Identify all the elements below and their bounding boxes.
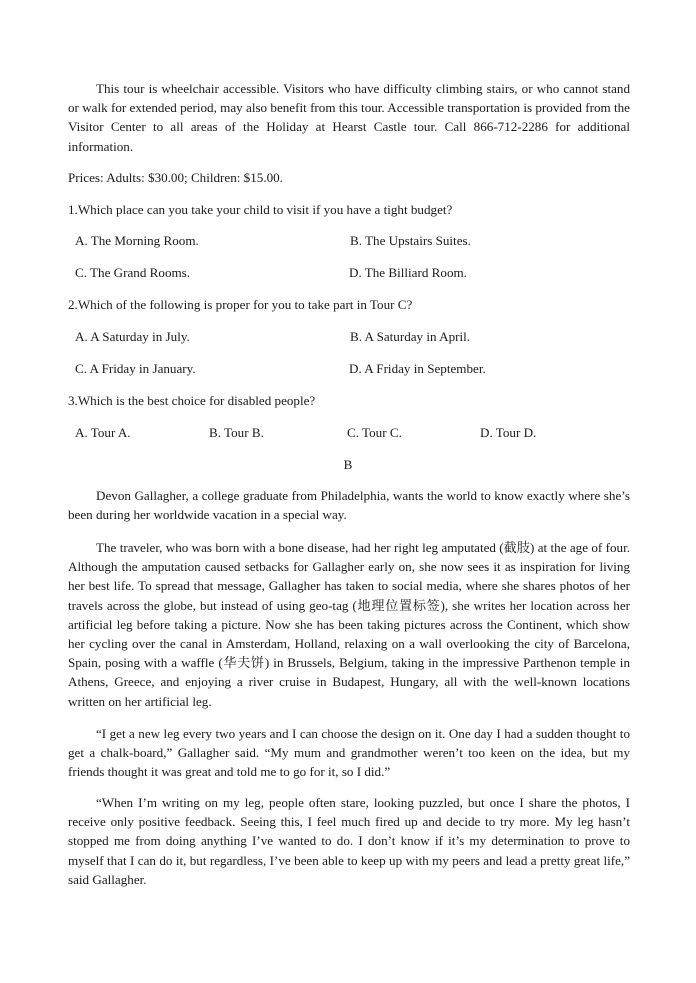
section-label: B: [343, 457, 353, 472]
question-3-option-a: A. Tour A.: [75, 425, 131, 440]
question-1-stem: 1.Which place can you take your child to visit if you have a tight budget?: [68, 202, 453, 217]
question-1-option-d: D. The Billiard Room.: [349, 265, 467, 280]
question-1-option-a: A. The Morning Room.: [75, 233, 199, 248]
question-2-option-b: B. A Saturday in April.: [350, 329, 471, 344]
question-1-option-c: C. The Grand Rooms.: [75, 265, 191, 280]
question-2-option-d: D. A Friday in September.: [349, 361, 486, 376]
passage-b-paragraph-4: “When I’m writing on my leg, people often stare, looking puzzled, but once I share the photos, I receive only positive feedback. Seeing this, I feel much fired up and decide to try more. My leg hasn’t stopped me from doing anything I’ve wanted to do. I don’t know if it’s my determination to prove to myself that I can do it, but regardless, I’ve been able to keep up with my peers and lead a pretty great life,” said Gallagher.: [68, 795, 630, 887]
question-3-option-b: B. Tour B.: [209, 425, 264, 440]
question-2-option-c: C. A Friday in January.: [75, 361, 196, 376]
passage-b-paragraph-1: Devon Gallagher, a college graduate from Philadelphia, wants the world to know exactly where she’s been during her worldwide vacation in a special way.: [68, 488, 630, 523]
question-3-stem: 3.Which is the best choice for disabled people?: [68, 393, 316, 408]
question-3-option-c: C. Tour C.: [347, 425, 402, 440]
passage-b-paragraph-3: “I get a new leg every two years and I can choose the design on it. One day I had a sudden thought to get a chalk-board,” Gallagher said. “My mum and grandmother weren’t too keen on the idea, but my friends thought it was great and told me to go for it, so I did.”: [68, 726, 630, 780]
question-3-option-d: D. Tour D.: [480, 425, 537, 440]
question-2-option-a: A. A Saturday in July.: [75, 329, 190, 344]
intro-paragraph: This tour is wheelchair accessible. Visitors who have difficulty climbing stairs, or who cannot stand or walk for extended period, may also benefit from this tour. Accessible transportation is provided from the Visitor Center to all areas of the Holiday at Hearst Castle tour. Call 866-712-2286 for additional information.: [68, 81, 630, 154]
passage-b-paragraph-2: The traveler, who was born with a bone disease, had her right leg amputated (截肢) at the age of four. Although the amputation caused setbacks for Gallagher early on, she now sees it as inspiration for living her best life. To spread that message, Gallagher has taken to social media, where she shares photos of her travels across the globe, but instead of using geo-tag (地理位置标签), she writes her location across her artificial leg before taking a picture. Now she has been taking pictures across the Continent, which show her cycling over the canal in Amsterdam, Holland, relaxing on a wall overlooking the city of Barcelona, Spain, posing with a waffle (华夫饼) in Brussels, Belgium, taking in the impressive Parthenon temple in Athens, Greece, and enjoying a river cruise in Budapest, Hungary, all with the well-known locations written on her artificial leg.: [68, 540, 630, 709]
prices-line: Prices: Adults: $30.00; Children: $15.00.: [68, 170, 283, 185]
question-1-option-b: B. The Upstairs Suites.: [350, 233, 471, 248]
question-2-stem: 2.Which of the following is proper for you to take part in Tour C?: [68, 297, 413, 312]
